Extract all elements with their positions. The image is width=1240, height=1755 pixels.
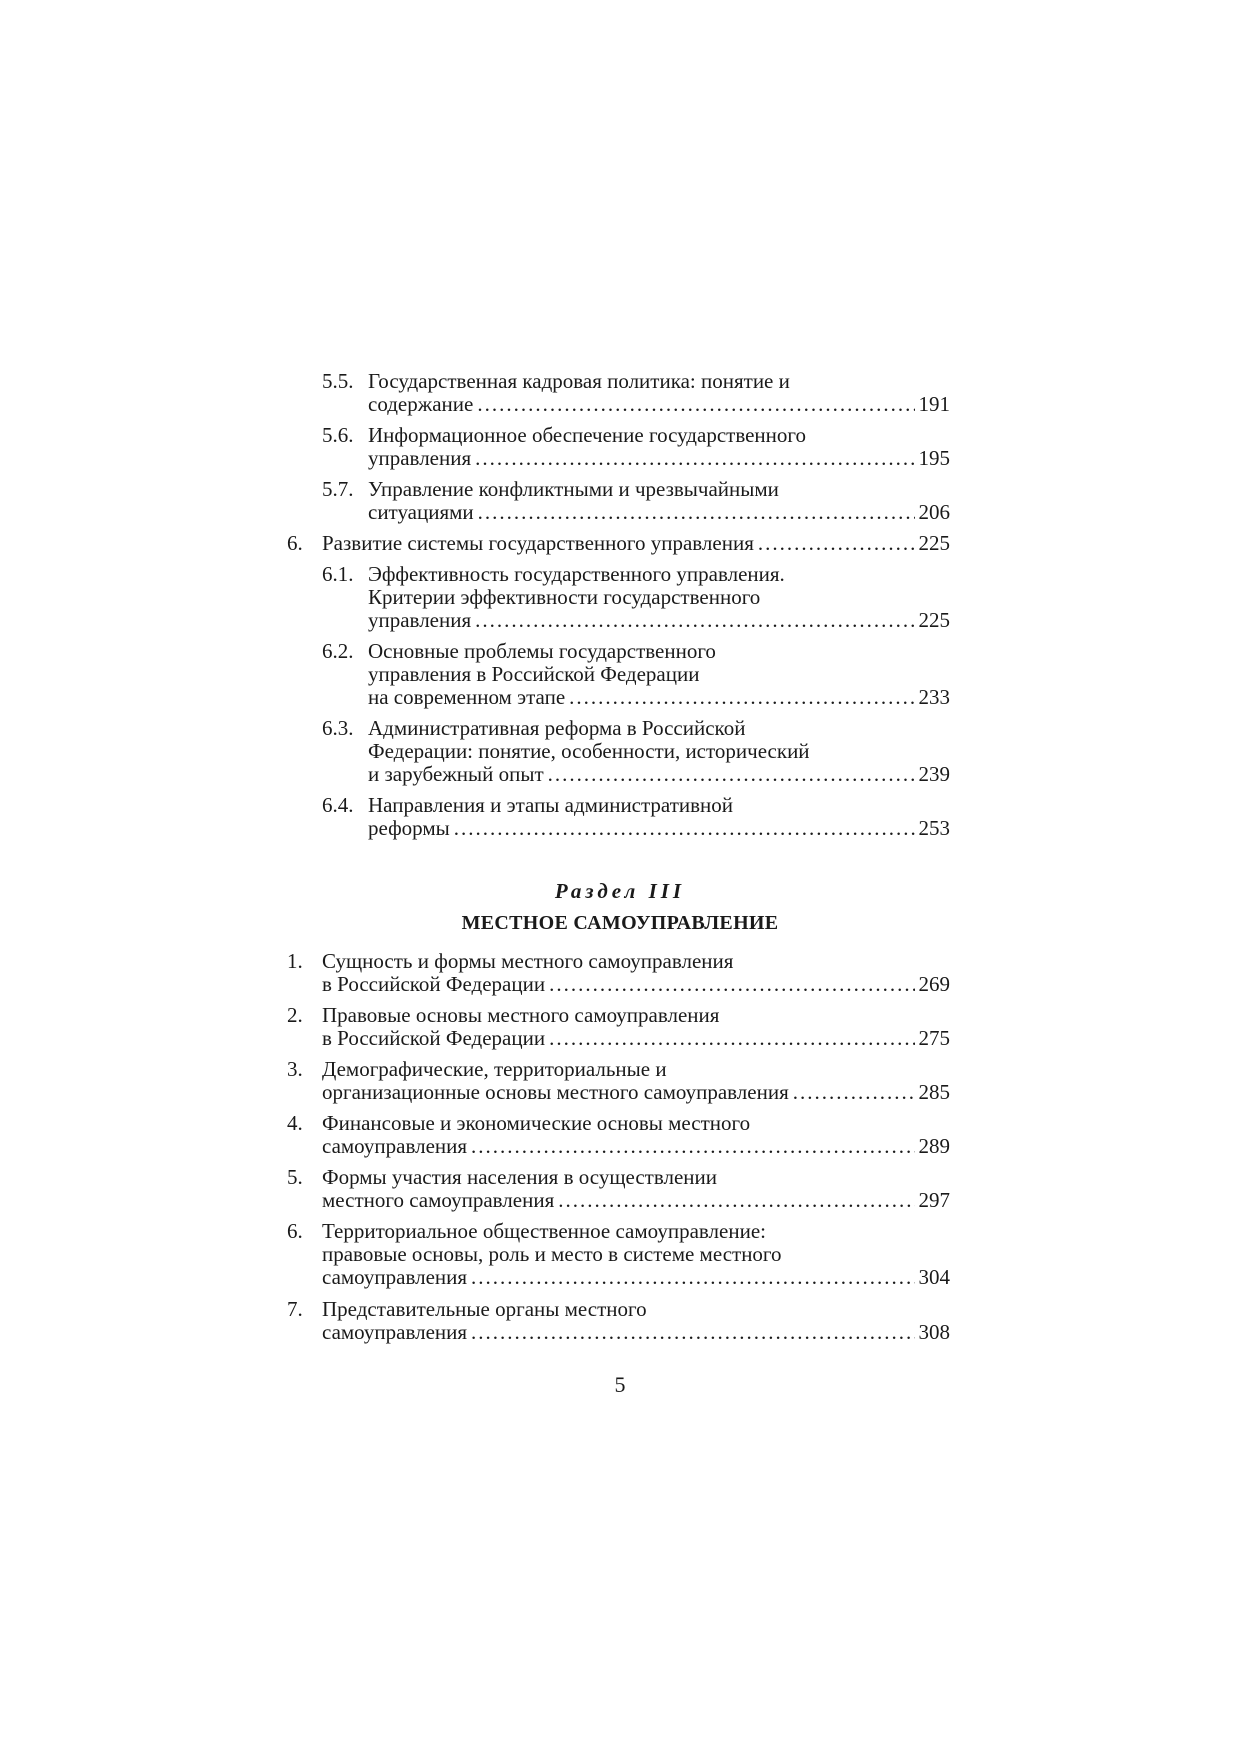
dot-leader — [477, 393, 914, 416]
toc-entry-page: 239 — [918, 762, 950, 786]
dot-leader — [478, 501, 915, 524]
toc-entry-page: 269 — [918, 972, 950, 996]
toc-entry-title-line: Территориальное общественное самоуправление: — [322, 1219, 766, 1243]
toc-entry-title-line: Административная реформа в Российской — [368, 716, 746, 740]
toc-entry-number: 6.3. — [322, 716, 354, 740]
toc-entry-page: 285 — [918, 1080, 950, 1104]
toc-entry-page: 297 — [918, 1188, 950, 1212]
toc-entry-last-line — [322, 1081, 950, 1104]
toc-entry-last-line — [368, 393, 950, 416]
dot-leader — [549, 1027, 914, 1050]
toc-entry-number: 2. — [287, 1003, 303, 1027]
dot-leader — [475, 609, 914, 632]
toc-entry-number: 6. — [287, 1219, 303, 1243]
toc-entry-page: 289 — [918, 1134, 950, 1158]
toc-entry-last-line — [322, 1027, 950, 1050]
toc-entry-title-line: самоуправления — [322, 1134, 468, 1158]
dot-leader — [549, 973, 914, 996]
dot-leader — [471, 1321, 914, 1344]
toc-entry-title-line: Правовые основы местного самоуправления — [322, 1003, 720, 1027]
dot-leader — [793, 1081, 915, 1104]
toc-entry-last-line — [322, 973, 950, 996]
toc-entry-title-line: управления — [368, 446, 472, 470]
toc-entry-title-line: Финансовые и экономические основы местного — [322, 1111, 751, 1135]
toc-entry-page: 225 — [918, 531, 950, 555]
toc-entry-title-line: в Российской Федерации — [322, 972, 546, 996]
toc-entry-title-line: Сущность и формы местного самоуправления — [322, 949, 734, 973]
dot-leader — [471, 1266, 914, 1289]
toc-entry-page: 195 — [918, 446, 950, 470]
toc-entry-page: 304 — [918, 1265, 950, 1289]
dot-leader — [454, 817, 915, 840]
toc-entry-title-line: Основные проблемы государственного — [368, 639, 716, 663]
dot-leader — [475, 447, 914, 470]
toc-entry-number: 1. — [287, 949, 303, 973]
toc-entry-last-line — [322, 1321, 950, 1344]
toc-entry-title-line: организационные основы местного самоуправления — [322, 1080, 789, 1104]
dot-leader — [548, 763, 915, 786]
toc-entry-number: 6.2. — [322, 639, 354, 663]
toc-entry-last-line — [368, 763, 950, 786]
toc-entry-title-line: в Российской Федерации — [322, 1026, 546, 1050]
toc-entry-last-line — [368, 447, 950, 470]
toc-entry-number: 6.4. — [322, 793, 354, 817]
toc-entry-title-line: самоуправления — [322, 1265, 468, 1289]
toc-entry-number: 5. — [287, 1165, 303, 1189]
toc-entry-title-line: и зарубежный опыт — [368, 762, 544, 786]
toc-entry-page: 206 — [918, 500, 950, 524]
toc-entry-page: 233 — [918, 685, 950, 709]
toc-entry-title-line: Представительные органы местного — [322, 1297, 647, 1321]
toc-entry-title-line: Критерии эффективности государственного — [368, 585, 761, 609]
toc-entry-title-line: на современном этапе — [368, 685, 566, 709]
toc-entry-last-line — [368, 686, 950, 709]
toc-entry-page: 225 — [918, 608, 950, 632]
dot-leader — [569, 686, 914, 709]
toc-entry-number: 5.5. — [322, 369, 354, 393]
toc-entry-title-line: управления — [368, 608, 472, 632]
toc-entry-title-line: Демографические, территориальные и — [322, 1057, 667, 1081]
toc-entry-number: 5.6. — [322, 423, 354, 447]
toc-entry-title-line: содержание — [368, 392, 474, 416]
dot-leader — [471, 1135, 914, 1158]
toc-entry-last-line — [322, 1135, 950, 1158]
toc-entry-last-line — [368, 501, 950, 524]
toc-entry-last-line — [368, 609, 950, 632]
toc-entry-title-line: самоуправления — [322, 1320, 468, 1344]
toc-entry-page: 191 — [918, 392, 950, 416]
toc-entry-last-line — [368, 817, 950, 840]
toc-entry-last-line — [322, 1189, 950, 1212]
toc-entry-last-line — [322, 532, 950, 555]
toc-entry-page: 253 — [918, 816, 950, 840]
toc-entry-number: 7. — [287, 1297, 303, 1321]
toc-entry-number: 6.1. — [322, 562, 354, 586]
toc-entry-title-line: управления в Российской Федерации — [368, 662, 700, 686]
toc-entry-title-line: ситуациями — [368, 500, 474, 524]
dot-leader — [758, 532, 915, 555]
toc-entry-title-line: правовые основы, роль и место в системе местного — [322, 1242, 782, 1266]
dot-leader — [558, 1189, 914, 1212]
toc-entry-title-line: Формы участия населения в осуществлении — [322, 1165, 717, 1189]
toc-entry-title-line: реформы — [368, 816, 450, 840]
toc-entry-title-line: Государственная кадровая политика: понятие и — [368, 369, 790, 393]
toc-entry-title-line: Информационное обеспечение государственного — [368, 423, 806, 447]
page-number: 5 — [614, 1372, 626, 1397]
toc-entry-number: 6. — [287, 531, 303, 555]
toc-entry-title-line: Направления и этапы административной — [368, 793, 734, 817]
toc-entry-page: 308 — [918, 1320, 950, 1344]
toc-entry-last-line — [322, 1266, 950, 1289]
section-title: МЕСТНОЕ САМОУПРАВЛЕНИЕ — [461, 912, 779, 934]
section-label: Раздел III — [554, 879, 686, 903]
toc-entry-number: 4. — [287, 1111, 303, 1135]
toc-entry-number: 5.7. — [322, 477, 354, 501]
toc-entry-title-line: Управление конфликтными и чрезвычайными — [368, 477, 779, 501]
toc-entry-title-line: Федерации: понятие, особенности, исторический — [368, 739, 810, 763]
toc-entry-title-line: местного самоуправления — [322, 1188, 555, 1212]
toc-entry-title-line: Развитие системы государственного управления — [322, 531, 754, 555]
toc-entry-title-line: Эффективность государственного управления. — [368, 562, 785, 586]
toc-entry-number: 3. — [287, 1057, 303, 1081]
toc-entry-page: 275 — [918, 1026, 950, 1050]
